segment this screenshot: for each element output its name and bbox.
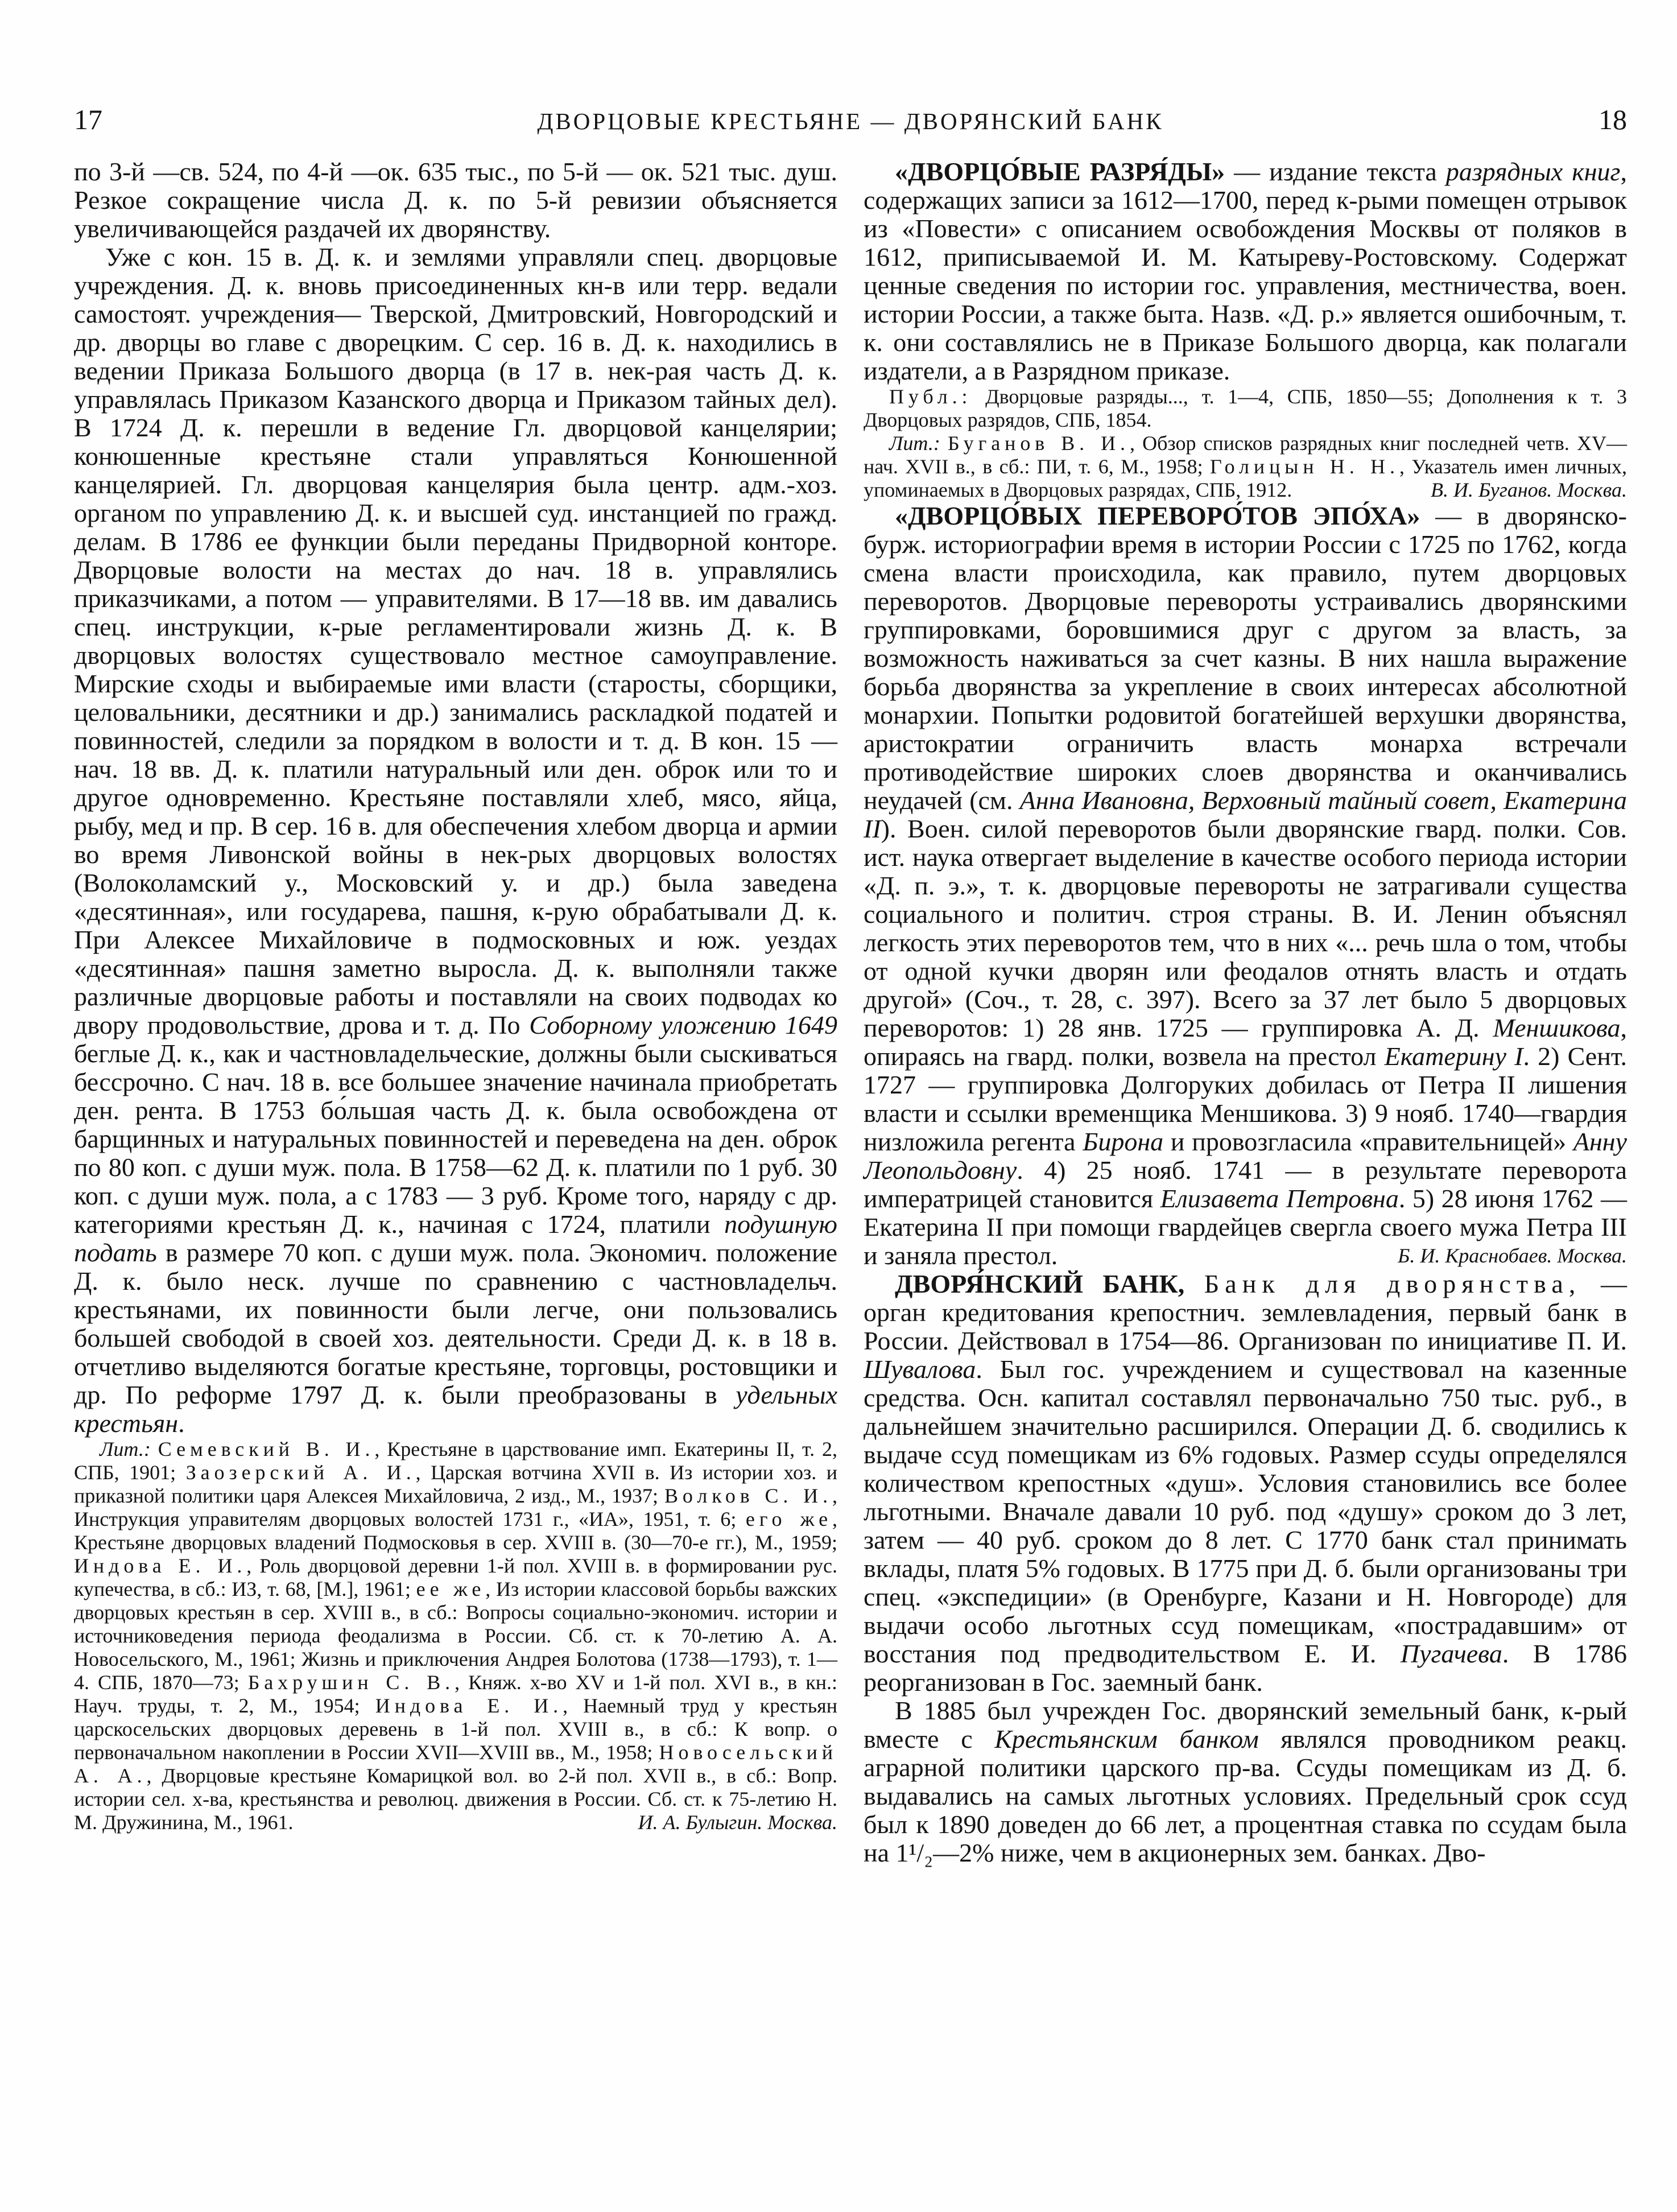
text-run: Дворцовые разряды..., т. 1—4, СПБ, 1850—55; Дополнения к т. 3 Дворцовых разрядов, СПБ, 1854. (864, 385, 1627, 431)
text-run: , Обзор списков разрядных книг последней четв. XV—нач. XVII в., в сб.: ПИ, т. 6, М., 1958; (864, 432, 1627, 478)
text-run: его же (745, 1508, 832, 1530)
text-run: . 4) 25 нояб. 1741 — в результате переворота императрицей становится (864, 1155, 1627, 1213)
article-paragraph (864, 1270, 1627, 1697)
text-run: . 2) Сент. 1727 — группировка Долгоруких добилась от Петра II лишения власти и ссылки временщика Меншикова. 3) 9 нояб. 1740—гвардия низложила регента (864, 1042, 1627, 1156)
text-run: . 5) 28 июня 1762 — Екатерина II при помощи гвардейцев свергла своего мужа Петра III и заняла престол. (864, 1184, 1627, 1270)
text-run: Голицын Н. Н. (1210, 455, 1399, 478)
headword: ДВОРЯ́НСКИЙ БАНК, (895, 1269, 1185, 1298)
text-run: Елизавета Петровна (1160, 1184, 1399, 1213)
text-run: Семевский В. И. (158, 1438, 375, 1460)
text-run: , Царская вотчина XVII в. Из истории хоз. и приказной политики царя Алексея Михайловича, 2 изд., М., 1937; (74, 1461, 838, 1507)
text-run: , Наемный труд у крестьян царскосельских дворцовых деревень в 1-й пол. XVIII в., в сб.: К вопр. о первоначальном накоплении в России XVII—XVIII вв., М., 1958; (74, 1694, 837, 1764)
text-run: Новосельский А. А. (74, 1741, 837, 1787)
text-run: Волков С. И. (664, 1484, 832, 1507)
text-run (1184, 1269, 1204, 1298)
text-run: Индова Е. И. (375, 1694, 563, 1717)
text-run: Бирона (1083, 1127, 1164, 1156)
text-run: удельных крестьян (74, 1380, 837, 1438)
text-run: ). Воен. силой переворотов были дворянские гвард. полки. Сов. ист. наука отвергает выделение в качестве особого периода истории «Д. п. э.», т. к. дворцовые перевороты не затрагивали существа социального и политич. строя страны. В. И. Ленин объяснял легкость этих переворотов тем, что в них «... речь шла о том, чтобы от одной кучки дворян или феодалов отнять власть и отдать другой» (Соч., т. 28, с. 397). Всего за 37 лет было 5 дворцовых переворотов: 1) 28 янв. 1725 — группировка А. Д. (864, 814, 1627, 1042)
author-signature: В. И. Буганов. Москва. (1431, 478, 1627, 501)
headword: «ДВОРЦО́ВЫХ ПЕРЕВОРО́ТОВ ЭПО́ХА» (895, 501, 1420, 530)
text-run: , Указатель имен личных, упоминаемых в Дворцовых разрядах, СПБ, 1912. (864, 455, 1627, 501)
text-run: в размере 70 коп. с души муж. пола. Экономич. положение Д. к. было неск. лучше по сравнению с частновладельч. крестьянами, их повинности были легче, они пользовались большей свободой в своей хоз. деятельности. Среди Д. к. в 18 в. отчетливо выделяются богатые крестьяне, торговцы, ростовщики и др. По реформе 1797 Д. к. были преобразованы в (74, 1238, 837, 1409)
text-run: Шувалова (864, 1355, 976, 1384)
text-run: Бахрушин С. В. (247, 1671, 455, 1694)
article-paragraph (864, 158, 1627, 385)
text-run: Пугачева (1400, 1639, 1502, 1668)
text-run: по 3-й —св. 524, по 4-й —ок. 635 тыс., по 5-й — ок. 521 тыс. душ. Резкое сокращение числа Д. к. по 5-й ревизии объясняется увеличивающейся раздачей их дворянству. (74, 157, 837, 243)
author-signature: И. А. Булыгин. Москва. (638, 1811, 837, 1834)
text-run: Анну Леопольдовну (864, 1127, 1627, 1185)
text-run: , Княж. х-во XV и 1-й пол. XVI в., в кн.: Науч. труды, т. 2, М., 1954; (74, 1671, 837, 1717)
article-paragraph (864, 1697, 1627, 1867)
text-run: — в дворянско-бурж. историографии время в истории России с 1725 по 1762, когда смена власти происходила, как правило, путем дворцовых переворотов. Дворцовые перевороты устраивались дворянскими группировками, боровшимися друг с другом за власть, за возможность наживаться за счет казны. В них нашла выражение борьба дворянства за укрепление в своих интересах абсолютной монархии. Попытки родовитой богатейшей верхушки дворянства, аристократии ограничить власть монарха встречали противодействие широких слоев дворянства и оканчивались неудачей (см. (864, 501, 1627, 815)
text-run: Банк для дворянства, (1204, 1269, 1581, 1298)
text-run: Буганов В. И. (947, 432, 1130, 455)
text-run: Соборному уложению 1649 (529, 1010, 837, 1039)
text-run: Меншикова (1493, 1013, 1621, 1042)
text-run: . Был гос. учреждением и существовал на казенные средства. Осн. капитал составлял первоначально 750 тыс. руб., в дальнейшем значительно расширился. Операции Д. б. сводились к выдаче ссуд помещикам из 6% годовых. Размер ссуды определялся количеством крепостных «душ». Условия становились все более льготными. Вначале давали 10 руб. под «душу» сроком до 3 лет, затем — 40 руб. сроком до 8 лет. С 1770 банк стал принимать вклады, платя 5% годовых. В 1775 при Д. б. были организованы три спец. «экспедиции» (в Оренбурге, Казани и Н. Новгороде) для выдачи особо льготных ссуд помещикам, «пострадавшим» от восстания под предводительством Е. И. (864, 1355, 1627, 1668)
text-run: , Крестьяне в царствование имп. Екатерины II, т. 2, СПБ, 1901; (74, 1438, 838, 1484)
text-run: Заозерский А. И. (185, 1461, 416, 1484)
page-header (74, 105, 1627, 134)
text-run: , Крестьяне дворцовых владений Подмосковья в сер. XVIII в. (30—70-е гг.), М., 1959; (74, 1508, 837, 1554)
text-run: Екатерину I (1384, 1042, 1523, 1071)
text-run: Анна Ивановна, Верховный тайный совет, Екатерина II (864, 786, 1627, 843)
text-run: , Инструкция управителям дворцовых волостей 1731 г., «ИА», 1951, т. 6; (74, 1484, 837, 1530)
right-column (864, 158, 1627, 1867)
text-run: и провозгласила «правительницей» (1163, 1127, 1573, 1156)
text-run: являлся проводником реакц. аграрной политики царского пр-ва. Ссуды помещикам из Д. б. выдавались на самых льготных условиях. Предельный срок ссуд был к 1890 доведен до 66 лет, а процентная ставка по ссудам была на 1¹/₂—2% ниже, чем в акционерных зем. банках. Дво- (864, 1724, 1628, 1867)
text-run (151, 1438, 158, 1460)
text-run (940, 432, 948, 455)
bibliography-paragraph (864, 432, 1627, 502)
text-run: . В 1786 реорганизован в Гос. заемный банк. (864, 1639, 1627, 1697)
left-page-number: 17 (74, 104, 102, 135)
article-continuation-paragraph (74, 158, 837, 243)
text-run: , опираясь на гвард. полки, возвела на престол (864, 1013, 1627, 1071)
text-run: Публ.: (889, 385, 972, 408)
text-run: подушную подать (74, 1210, 837, 1267)
text-run: Индова Е. И. (74, 1554, 247, 1577)
author-signature: Б. И. Краснобаев. Москва. (1398, 1244, 1627, 1267)
text-run: . (178, 1409, 185, 1438)
text-run: Лит.: (100, 1438, 151, 1460)
publications-paragraph (864, 385, 1627, 432)
text-run: , содержащих записи за 1612—1700, перед к-рыми помещен отрывок из «Повести» с описанием освобождения Москвы от поляков в 1612, приписываемой И. М. Катыреву-Ростовскому. Содержат ценные сведения по истории гос. управления, местничества, воен. истории России, а также быта. Назв. «Д. р.» является ошибочным, т. к. они составлялись не в Приказе Большого дворца, как полагали издатели, а в Разрядном приказе. (864, 157, 1628, 385)
right-page-number: 18 (1598, 104, 1627, 135)
article-paragraph (74, 243, 837, 1438)
text-columns (74, 158, 1627, 1867)
text-run: , Роль дворцовой деревни 1-й пол. XVIII в. в формировании рус. купечества, в сб.: ИЗ, т. 68, [М.], 1961; (74, 1554, 837, 1600)
text-run: ее же (416, 1578, 486, 1600)
headword: «ДВОРЦО́ВЫЕ РАЗРЯ́ДЫ» (895, 157, 1225, 186)
text-run: Лит.: (889, 432, 940, 455)
text-run: Крестьянским банком (994, 1724, 1259, 1753)
running-title: ДВОРЦОВЫЕ КРЕСТЬЯНЕ — ДВОРЯНСКИЙ БАНК (537, 108, 1164, 134)
bibliography-paragraph (74, 1438, 837, 1834)
text-run: — орган кредитования крепостнич. землевладения, первый банк в России. Действовал в 1754—86. Организован по инициативе П. И. (864, 1269, 1627, 1355)
text-run: , Дворцовые крестьяне Комарицкой вол. во 2-й пол. XVII в., в сб.: Вопр. истории сел. х-ва, крестьянства и революц. движения в России. Сб. ст. к 75-летию Н. М. Дружинина, М., 1961. (74, 1764, 837, 1834)
text-run: беглые Д. к., как и частновладельческие, должны были сыскиваться бессрочно. С нач. 18 в. все большее значение начинала приобретать ден. рента. В 1753 бо́льшая часть Д. к. была освобождена от барщинных и натуральных повинностей и переведена на ден. оброк по 80 коп. с души муж. пола. В 1758—62 Д. к. платили по 1 руб. 30 коп. с души муж. пола, а с 1783 — 3 руб. Кроме того, наряду с др. категориями крестьян Д. к., начиная с 1724, платили (74, 1039, 837, 1239)
article-paragraph (864, 502, 1627, 1270)
text-run: разрядных книг (1445, 157, 1621, 186)
text-run: В 1885 был учрежден Гос. дворянский земельный банк, к-рый вместе с (864, 1696, 1627, 1753)
text-run: , Из истории классовой борьбы важских дворцовых крестьян в сер. XVIII в., в сб.: Вопросы социально-экономич. истории и источниковедения периода феодализма в России. Сб. ст. к 70-летию А. А. Новосельского, М., 1961; Жизнь и приключения Андрея Болотова (1738—1793), т. 1—4. СПБ, 1870—73; (74, 1578, 837, 1694)
text-run: — издание текста (1225, 157, 1446, 186)
text-run: Уже с кон. 15 в. Д. к. и землями управляли спец. дворцовые учреждения. Д. к. вновь присоединенных кн-в или терр. ведали самостоят. учреждения— Тверской, Дмитровский, Новгородский и др. дворцы во главе с дворецким. С сер. 16 в. Д. к. находились в ведении Приказа Большого дворца (в 17 в. нек-рая часть Д. к. управлялась Приказом Казанского дворца и Приказом тайных дел). В 1724 Д. к. перешли в ведение Гл. дворцовой канцелярии; конюшенные крестьяне стали управляться Конюшенной канцелярией. Гл. дворцовая канцелярия была центр. адм.-хоз. органом по управлению Д. к. и высшей суд. инстанцией по гражд. делам. В 1786 ее функции были переданы Придворной конторе. Дворцовые волости на местах до нач. 18 в. управлялись приказчиками, а потом — управителями. В 17—18 вв. им давались спец. инструкции, к-рые регламентировали жизнь Д. к. В дворцовых волостях существовало местное самоуправление. Мирские сходы и выбираемые ими власти (старосты, сборщики, целовальники, десятники и др.) занимались раскладкой податей и повинностей, следили за порядком в волости и т. д. В кон. 15 — нач. 18 вв. Д. к. платили натуральный или ден. оброк или то и другое одновременно. Крестьяне поставляли хлеб, мясо, яйца, рыбу, мед и пр. В сер. 16 в. для обеспечения хлебом дворца и армии во время Ливонской войны в нек-рых дворцовых волостях (Волоколамский у., Московский у. и др.) была заведена «десятинная», или государева, пашня, к-рую обрабатывали Д. к. При Алексее Михайловиче в подмосковных и юж. уездах «десятинная» пашня заметно выросла. Д. к. выполняли также различные дворцовые работы и поставляли на своих подводах ко двору продовольствие, дрова и т. д. По (74, 242, 837, 1039)
left-column (74, 158, 837, 1867)
